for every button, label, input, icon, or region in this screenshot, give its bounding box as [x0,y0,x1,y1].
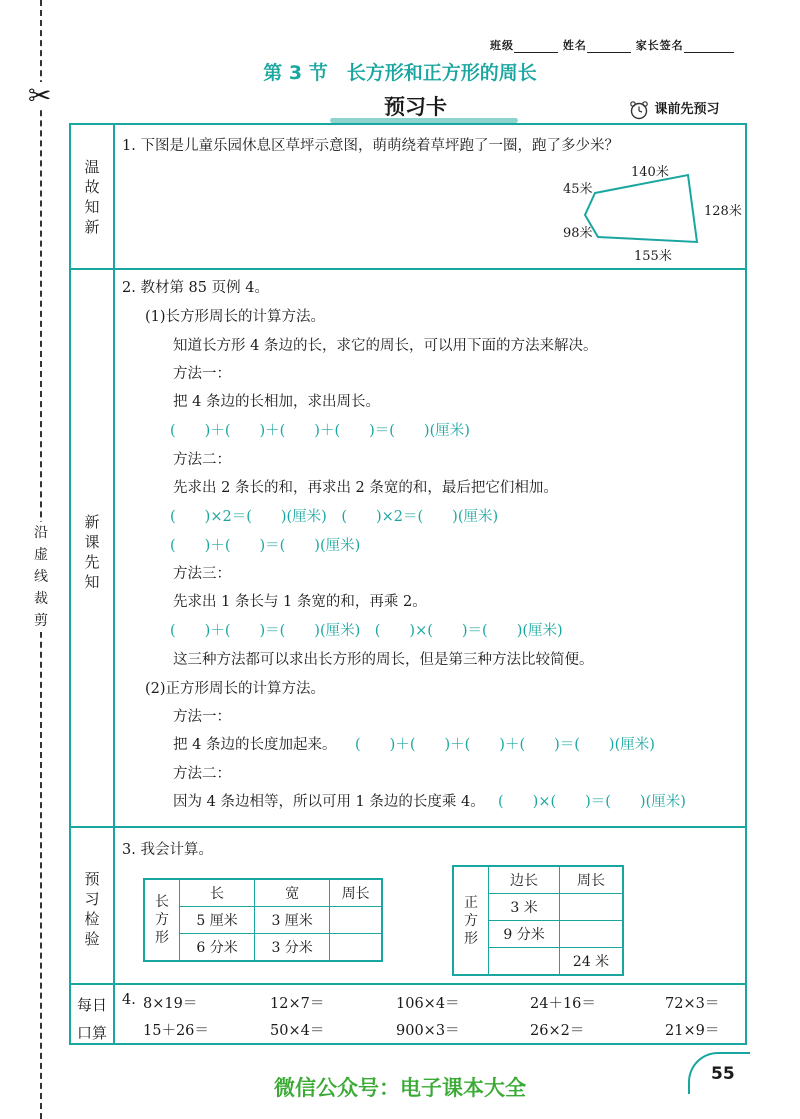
mental-math-item[interactable]: 50×4＝ [270,1023,325,1039]
question-2-line-1: 2. 教材第 85 页例 4。 [122,280,269,296]
page-number: 55 [711,1064,735,1084]
table-cell: 9 分米 [489,921,560,948]
table-cell: 3 米 [489,894,560,921]
answer-line-method3[interactable]: ( )＋( )＝( )(厘米) ( )×( )＝( )(厘米) [170,623,563,639]
answer-line-method2-b[interactable]: ( )＋( )＝( )(厘米) [170,538,361,554]
lawn-label-98: 98米 [563,226,593,241]
square-header-perimeter: 周长 [560,866,623,894]
square-header-side: 边长 [489,866,560,894]
card-title: 预习卡 [384,95,447,119]
preview-badge-text: 课前先预习 [654,102,720,117]
answer-line-square-method1[interactable]: ( )＋( )＋( )＋( )＝( )(厘米) [355,737,655,753]
row-divider-2 [69,826,747,828]
parent-signature-blank[interactable] [684,41,734,53]
mental-math-item[interactable]: 106×4＝ [396,996,460,1012]
row-divider-1 [69,268,747,270]
class-blank[interactable] [514,41,558,53]
answer-line-square-method2[interactable]: ( )×( )＝( )(厘米) [498,794,686,810]
question-2-line-18: 方法二： [173,766,231,782]
square-answer-cell-2[interactable] [560,921,623,948]
row-divider-3 [69,983,747,985]
lawn-label-140: 140米 [631,165,669,180]
rectangle-table [143,878,383,962]
question-2-line-11: 方法三： [173,566,231,582]
section-label-daily: 每日口算 [76,996,107,1042]
square-answer-cell-1[interactable] [560,894,623,921]
answer-line-method2-a[interactable]: ( )×2＝( )(厘米) ( )×2＝( )(厘米) [170,509,499,525]
question-2-line-5: 把 4 条边的长相加，求出周长。 [173,394,380,410]
rect-answer-cell-1[interactable] [330,907,382,934]
question-2-line-2: (1)长方形周长的计算方法。 [145,309,326,325]
mental-math-item[interactable]: 900×3＝ [396,1023,460,1039]
mental-math-item[interactable]: 72×3＝ [665,996,720,1012]
class-label: 班级 [490,39,514,52]
question-2-line-12: 先求出 1 条长与 1 条宽的和，再乘 2。 [173,594,427,610]
rect-header-length: 长 [180,879,255,907]
mental-math-item[interactable]: 26×2＝ [530,1023,585,1039]
section-label-new: 新课先知 [84,513,100,591]
table-cell: 24 米 [560,948,623,976]
preview-badge [628,98,720,120]
question-2-line-7: 方法二： [173,452,231,468]
rect-header-perimeter: 周长 [330,879,382,907]
table-cell: 3 厘米 [255,907,330,934]
table-cell: 3 分米 [255,934,330,962]
table-cell: 6 分米 [180,934,255,962]
alarm-clock-icon [628,100,650,120]
question-2-line-8: 先求出 2 条长的和，再求出 2 条宽的和，最后把它们相加。 [173,480,558,496]
question-2-line-15: (2)正方形周长的计算方法。 [145,681,326,697]
mental-math-item[interactable]: 8×19＝ [143,996,198,1012]
cut-label: 沿虚线裁剪 [34,522,48,632]
question-2-line-3: 知道长方形 4 条边的长，求它的周长，可以用下面的方法来解决。 [173,338,598,354]
answer-line-method1[interactable]: ( )＋( )＋( )＋( )＝( )(厘米) [170,423,470,439]
question-4-number: 4. [122,992,136,1008]
scissors-icon: ✂ [28,79,52,112]
question-2-line-19: 因为 4 条边相等，所以可用 1 条边的长度乘 4。 [173,794,485,810]
lawn-label-128: 128米 [704,204,742,219]
square-table [452,865,624,976]
rect-header-width: 宽 [255,879,330,907]
question-1-text: 1. 下图是儿童乐园休息区草坪示意图，萌萌绕着草坪跑了一圈，跑了多少米？ [122,138,619,154]
question-2-line-14: 这三种方法都可以求出长方形的周长，但是第三种方法比较简便。 [173,652,594,668]
mental-math-item[interactable]: 15＋26＝ [143,1023,209,1039]
name-label: 姓名 [562,39,587,52]
question-2-line-4: 方法一： [173,366,231,382]
parent-signature-label: 家长签名 [635,39,684,52]
section-title: 第 3 节 长方形和正方形的周长 [263,62,537,84]
lawn-label-155: 155米 [634,249,672,264]
rectangle-side-label: 长方形 [144,879,180,961]
question-2-line-16: 方法一： [173,709,231,725]
question-2-line-17: 把 4 条边的长度加起来。 [173,737,337,753]
square-side-label: 正方形 [453,866,489,975]
lawn-label-45: 45米 [563,182,593,197]
question-3-text: 3. 我会计算。 [122,842,213,858]
label-column-divider [113,123,115,1045]
square-answer-cell-3[interactable] [489,948,560,976]
rect-answer-cell-2[interactable] [330,934,382,962]
mental-math-item[interactable]: 12×7＝ [270,996,325,1012]
table-cell: 5 厘米 [180,907,255,934]
name-blank[interactable] [587,41,631,53]
mental-math-item[interactable]: 24＋16＝ [530,996,596,1012]
student-info-header [490,37,734,53]
footer-watermark: 微信公众号：电子课本大全 [274,1076,526,1100]
mental-math-item[interactable]: 21×9＝ [665,1023,720,1039]
lawn-shape [585,175,697,242]
section-label-review: 温故知新 [84,158,100,236]
section-label-check: 预习检验 [84,870,100,948]
